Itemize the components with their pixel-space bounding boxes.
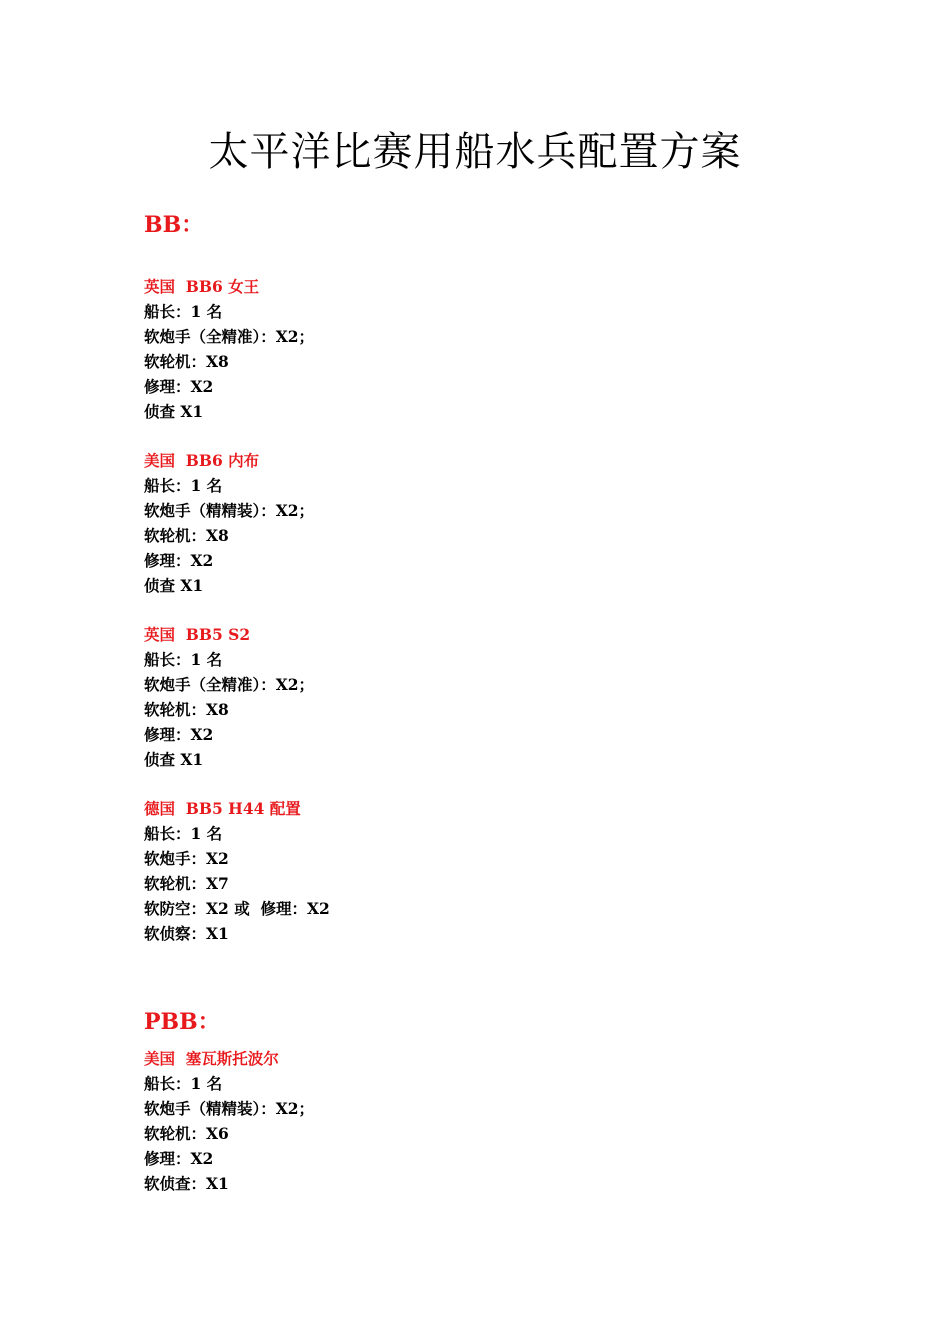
config-line: 软轮机：X8 xyxy=(144,700,229,719)
ship-header: 美国 BB6 内布 xyxy=(144,451,260,470)
config-line: 软炮手（全精准）：X2； xyxy=(144,675,315,694)
config-line: 软炮手（精精装）：X2； xyxy=(144,1099,315,1118)
config-line: 软轮机：X8 xyxy=(144,352,229,371)
ship-header: 英国 BB5 S2 xyxy=(144,625,251,644)
ship-block-de-bb5-h44 xyxy=(144,796,844,946)
config-line: 软侦察：X1 xyxy=(144,924,229,943)
config-line: 船长：1 名 xyxy=(144,650,223,669)
config-line: 软轮机：X6 xyxy=(144,1124,229,1143)
ship-header: 德国 BB5 H44 配置 xyxy=(144,799,301,818)
config-line: 软炮手（全精准）：X2； xyxy=(144,327,315,346)
config-line: 船长：1 名 xyxy=(144,302,223,321)
config-line: 修理：X2 xyxy=(144,1149,214,1168)
config-line: 软轮机：X7 xyxy=(144,874,229,893)
ship-block-uk-bb5-s2 xyxy=(144,622,844,772)
ship-block-us-bb6-nebraska xyxy=(144,448,844,598)
config-line: 船长：1 名 xyxy=(144,476,223,495)
ship-header: 英国 BB6 女王 xyxy=(144,277,260,296)
config-line: 软防空：X2 或 修理：X2 xyxy=(144,899,330,918)
document-title: 太平洋比赛用船水兵配置方案 xyxy=(208,129,742,175)
config-line: 软炮手（精精装）：X2； xyxy=(144,501,315,520)
config-line: 侦查 X1 xyxy=(144,576,204,595)
config-line: 侦查 X1 xyxy=(144,750,204,769)
config-line: 修理：X2 xyxy=(144,725,214,744)
section-heading-bb: BB： xyxy=(144,212,204,238)
config-line: 软侦查：X1 xyxy=(144,1174,229,1193)
config-line: 软炮手：X2 xyxy=(144,849,229,868)
ship-block-uk-bb6-queen xyxy=(144,274,844,424)
config-line: 软轮机：X8 xyxy=(144,526,229,545)
config-line: 船长：1 名 xyxy=(144,824,223,843)
config-line: 修理：X2 xyxy=(144,377,214,396)
config-line: 修理：X2 xyxy=(144,551,214,570)
ship-header: 美国 塞瓦斯托波尔 xyxy=(144,1049,279,1068)
config-line: 侦查 X1 xyxy=(144,402,204,421)
section-heading-pbb: PBB： xyxy=(144,1009,220,1035)
ship-block-us-sevastopol xyxy=(144,1046,844,1196)
config-line: 船长：1 名 xyxy=(144,1074,223,1093)
